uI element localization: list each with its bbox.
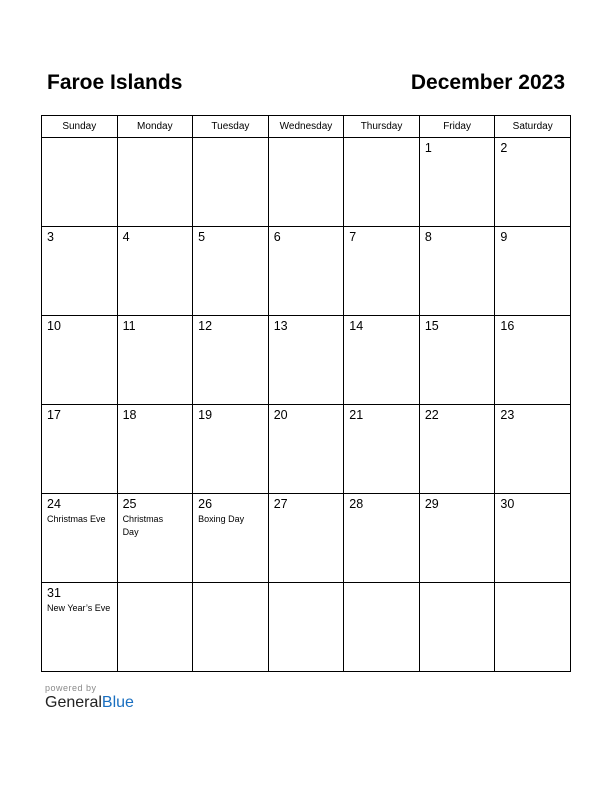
footer — [45, 683, 134, 712]
weekday-header: Friday — [419, 116, 495, 138]
day-cell — [344, 405, 420, 494]
weekday-header: Saturday — [495, 116, 571, 138]
day-number: 22 — [424, 408, 439, 422]
day-number: 8 — [424, 230, 432, 244]
weekday-header: Monday — [117, 116, 193, 138]
day-number: 1 — [424, 141, 432, 155]
day-number: 4 — [122, 230, 130, 244]
day-number: 9 — [500, 230, 508, 244]
day-cell — [419, 583, 495, 672]
day-cell — [42, 138, 118, 227]
day-cell — [42, 583, 118, 672]
day-number — [344, 583, 419, 586]
day-cell — [419, 405, 495, 494]
day-number: 30 — [500, 497, 515, 511]
day-number — [344, 138, 419, 141]
day-number: 3 — [47, 230, 54, 244]
day-number — [42, 138, 117, 141]
day-number — [118, 138, 193, 141]
day-number: 17 — [47, 408, 61, 422]
day-cell — [193, 138, 269, 227]
day-cell — [117, 138, 193, 227]
day-cell — [419, 316, 495, 405]
day-number: 2 — [500, 141, 508, 155]
week-row — [42, 494, 571, 583]
day-cell — [193, 405, 269, 494]
holiday-label: Boxing Day — [198, 514, 245, 524]
holiday-label: Christmas Day — [122, 514, 164, 537]
day-number: 20 — [273, 408, 288, 422]
day-cell — [268, 494, 344, 583]
week-row — [42, 138, 571, 227]
day-cell — [42, 405, 118, 494]
day-number — [193, 138, 268, 141]
week-row — [42, 583, 571, 672]
day-number — [420, 583, 495, 586]
weekday-header: Wednesday — [268, 116, 344, 138]
day-number: 7 — [349, 230, 357, 244]
day-cell — [117, 405, 193, 494]
day-cell — [117, 316, 193, 405]
weekday-header: Sunday — [42, 116, 118, 138]
day-number: 25 — [122, 497, 137, 511]
day-number: 27 — [273, 497, 288, 511]
day-number: 13 — [273, 319, 288, 333]
day-number: 16 — [500, 319, 515, 333]
day-cell — [117, 227, 193, 316]
day-number: 24 — [47, 497, 61, 511]
day-cell — [495, 316, 571, 405]
day-cell — [495, 227, 571, 316]
day-cell — [344, 583, 420, 672]
day-number: 15 — [424, 319, 439, 333]
day-number: 6 — [273, 230, 281, 244]
day-number: 11 — [122, 319, 136, 333]
day-cell — [344, 494, 420, 583]
day-cell — [117, 494, 193, 583]
day-cell — [193, 316, 269, 405]
day-number — [495, 583, 570, 586]
day-cell — [268, 138, 344, 227]
day-number: 19 — [198, 408, 213, 422]
day-number: 28 — [349, 497, 364, 511]
calendar-grid — [41, 115, 571, 672]
day-cell — [42, 494, 118, 583]
week-row — [42, 316, 571, 405]
day-cell — [344, 138, 420, 227]
brand-general: General — [45, 694, 102, 711]
day-cell — [495, 405, 571, 494]
day-cell — [344, 227, 420, 316]
day-number: 31 — [47, 586, 61, 600]
day-cell — [268, 583, 344, 672]
day-cell — [495, 494, 571, 583]
day-cell — [419, 227, 495, 316]
day-number — [118, 583, 193, 586]
day-cell — [193, 227, 269, 316]
day-cell — [495, 138, 571, 227]
generalblue-logo[interactable] — [45, 694, 134, 712]
day-number: 12 — [198, 319, 213, 333]
holiday-label: New Year’s Eve — [47, 603, 111, 613]
holiday-label: Christmas Eve — [47, 514, 106, 524]
country-title: Faroe Islands — [47, 71, 183, 94]
day-cell — [268, 316, 344, 405]
day-cell — [193, 583, 269, 672]
day-cell — [268, 405, 344, 494]
day-cell — [268, 227, 344, 316]
day-number — [269, 138, 344, 141]
week-row — [42, 227, 571, 316]
powered-by-text: powered by — [45, 683, 97, 693]
day-cell — [42, 227, 118, 316]
day-number: 18 — [122, 408, 137, 422]
day-number: 14 — [349, 319, 364, 333]
day-number: 10 — [47, 319, 61, 333]
day-cell — [117, 583, 193, 672]
week-row — [42, 405, 571, 494]
month-year-title: December 2023 — [410, 71, 565, 94]
day-cell — [419, 494, 495, 583]
day-number: 29 — [424, 497, 439, 511]
day-cell — [419, 138, 495, 227]
weekday-header-row — [42, 116, 571, 138]
day-number: 5 — [198, 230, 206, 244]
day-cell — [495, 583, 571, 672]
day-cell — [42, 316, 118, 405]
day-number: 21 — [349, 408, 364, 422]
day-cell — [193, 494, 269, 583]
day-number: 23 — [500, 408, 515, 422]
weekday-header: Tuesday — [193, 116, 269, 138]
day-number: 26 — [198, 497, 213, 511]
weekday-header: Thursday — [344, 116, 420, 138]
day-number — [269, 583, 344, 586]
day-number — [193, 583, 268, 586]
brand-blue: Blue — [101, 694, 134, 711]
day-cell — [344, 316, 420, 405]
